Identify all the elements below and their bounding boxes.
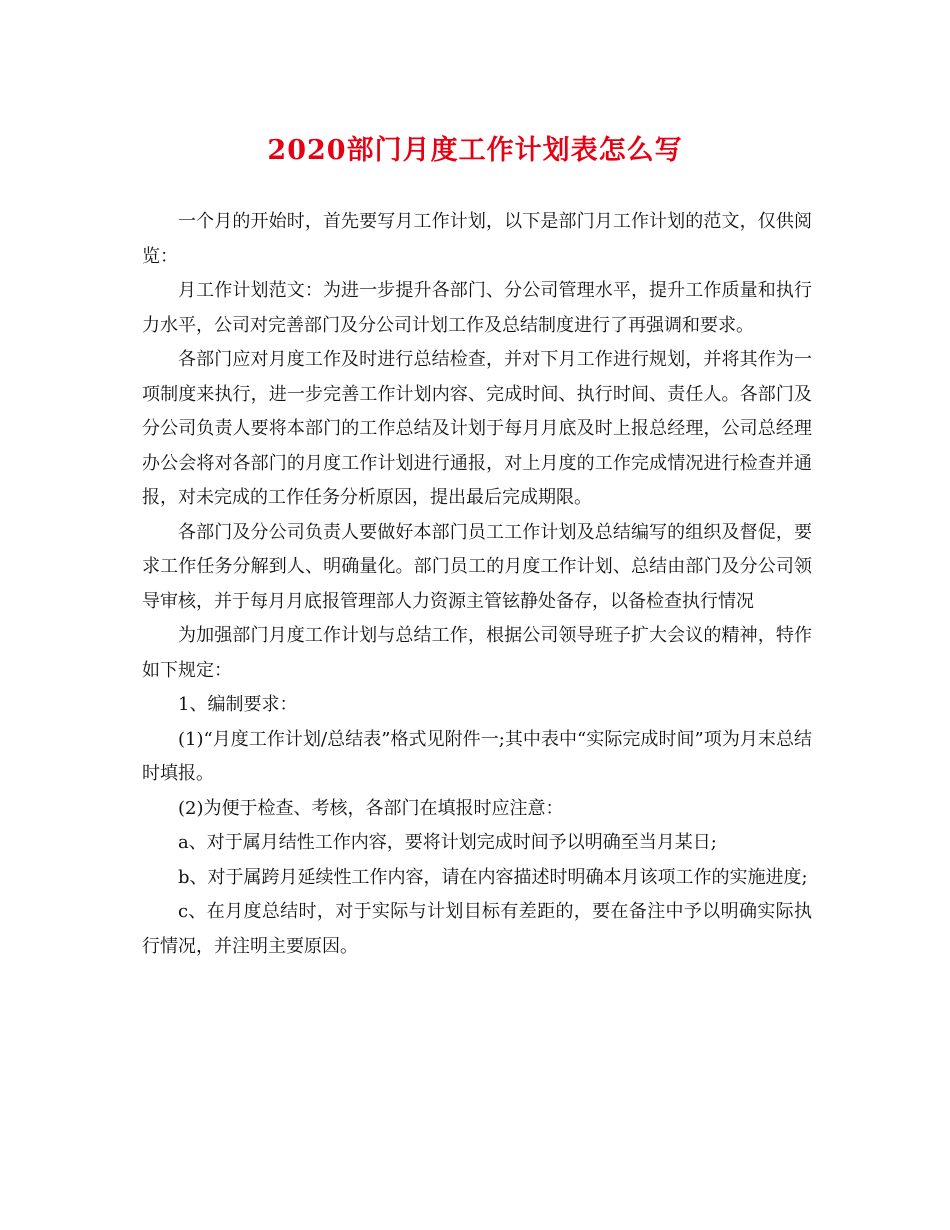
paragraph-regulation: 为加强部门月度工作计划与总结工作，根据公司领导班子扩大会议的精神，特作如下规定： (142, 625, 812, 681)
paragraph-sample: 月工作计划范文：为进一步提升各部门、分公司管理水平，提升工作质量和执行力水平，公司对完善部门及分公司计划工作及总结制度进行了再强调和要求。 (142, 280, 812, 336)
paragraph-item-2: (2)为便于检查、考核，各部门在填报时应注意： (178, 797, 564, 819)
paragraph-item-b: b、对于属跨月延续性工作内容，请在内容描述时明确本月该项工作的实施进度; (178, 866, 808, 888)
paragraph-monthly-review: 各部门应对月度工作及时进行总结检查，并对下月工作进行规划，并将其作为一项制度来执行，进一步完善工作计划内容、完成时间、执行时间、责任人。各部门及分公司负责人要将本部门的工作总结及计划于每月月底及时上报总经理，公司总经理办公会将对各部门的月度工作计划进行通报，对上月度的工作完成情况进行检查并通报，对未完成的工作任务分析原因，提出最后完成期限。 (142, 349, 812, 508)
paragraph-item-a: a、对于属月结性工作内容，要将计划完成时间予以明确至当月某日; (178, 832, 717, 853)
paragraph-item-1: (1)“月度工作计划/总结表”格式见附件一;其中表中“实际完成时间”项为月末总结时填报。 (142, 728, 812, 784)
paragraph-item-c: c、在月度总结时，对于实际与计划目标有差距的，要在备注中予以明确实际执行情况，并注明主要原因。 (142, 901, 812, 957)
document-body (142, 205, 812, 964)
paragraph-section-heading: 1、编制要求： (178, 694, 298, 715)
paragraph-responsibility: 各部门及分公司负责人要做好本部门员工工作计划及总结编写的组织及督促，要求工作任务分解到人、明确量化。部门员工的月度工作计划、总结由部门及分公司领导审核，并于每月月底报管理部人力资源主管铉静处备存，以备检查执行情况 (142, 521, 812, 612)
paragraph-intro: 一个月的开始时，首先要写月工作计划，以下是部门月工作计划的范文，仅供阅览： (142, 211, 812, 267)
document-title: 2020部门月度工作计划表怎么写 (267, 135, 683, 166)
